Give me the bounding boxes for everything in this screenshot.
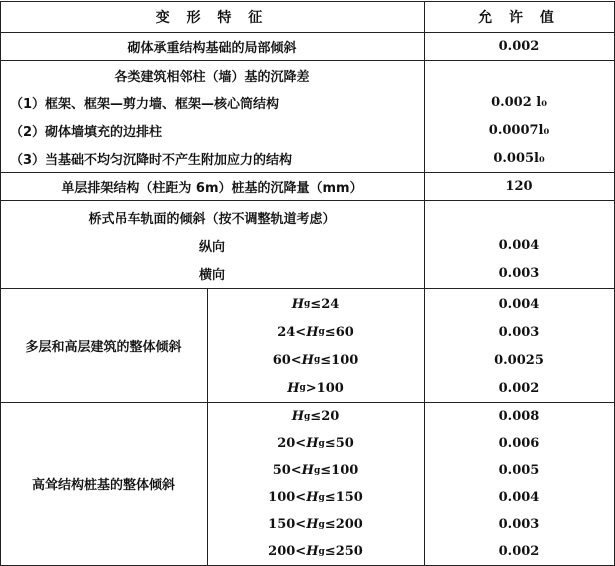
group1-value: 0.0025 [494,352,544,368]
row-value: 0.002 l₀ [491,94,547,110]
group1-condition: H g >100 [287,380,344,396]
row-value: 0.0007l₀ [488,122,550,138]
group2-value: 0.008 [498,409,540,424]
group2-label: 高耸结构桩基的整体倾斜 [31,478,175,493]
group2-condition: H g ≤20 [291,409,340,424]
group1-value: 0.004 [498,296,540,312]
row-label: 单层排架结构（柱距为 6m）桩基的沉降量（mm） [61,180,363,196]
row-label: 横向 [198,267,225,283]
group1-condition: H g ≤24 [291,296,340,312]
group2-condition: 100< H g ≤150 [268,490,363,505]
row-label: （3）当基础不均匀沉降时不产生附加应力的结构 [10,152,293,168]
row-divider [0,200,615,201]
group2-value: 0.004 [498,490,540,505]
row-label: （2）砌体墙填充的边排柱 [10,124,163,140]
group2-condition: 50< H g ≤100 [272,463,359,478]
row-label: 桥式吊车轨面的倾斜（按不调整轨道考虑） [88,211,336,227]
row-label: （1）框架、框架—剪力墙、框架—核心筒结构 [10,96,280,112]
header-feature: 变 形 特 征 [155,9,269,26]
row-value: 120 [505,178,533,194]
row-value: 0.004 [498,237,540,253]
header-allowable: 允 许 值 [478,9,560,26]
group1-condition: 60< H g ≤100 [272,352,359,368]
group1-label: 多层和高层建筑的整体倾斜 [25,339,182,355]
row-value: 0.003 [498,265,540,281]
group2-condition: 200< H g ≤250 [268,544,363,559]
group2-value: 0.002 [498,544,540,559]
row-label: 纵向 [198,239,225,255]
group2-value: 0.006 [498,436,540,451]
group1-value: 0.003 [498,324,540,340]
group1-value: 0.002 [498,380,540,396]
row-divider [0,60,615,61]
row-value: 0.005l₀ [493,150,545,166]
group1-condition: 24< H g ≤60 [277,324,354,340]
row-value: 0.002 [498,38,540,54]
row-label: 各类建筑相邻柱（墙）基的沉降差 [114,69,310,85]
group2-condition: 20< H g ≤50 [277,436,354,451]
group2-condition: 150< H g ≤200 [268,517,363,532]
row-label: 砌体承重结构基础的局部倾斜 [127,40,297,56]
group2-value: 0.005 [498,463,540,478]
group2-value: 0.003 [498,517,540,532]
